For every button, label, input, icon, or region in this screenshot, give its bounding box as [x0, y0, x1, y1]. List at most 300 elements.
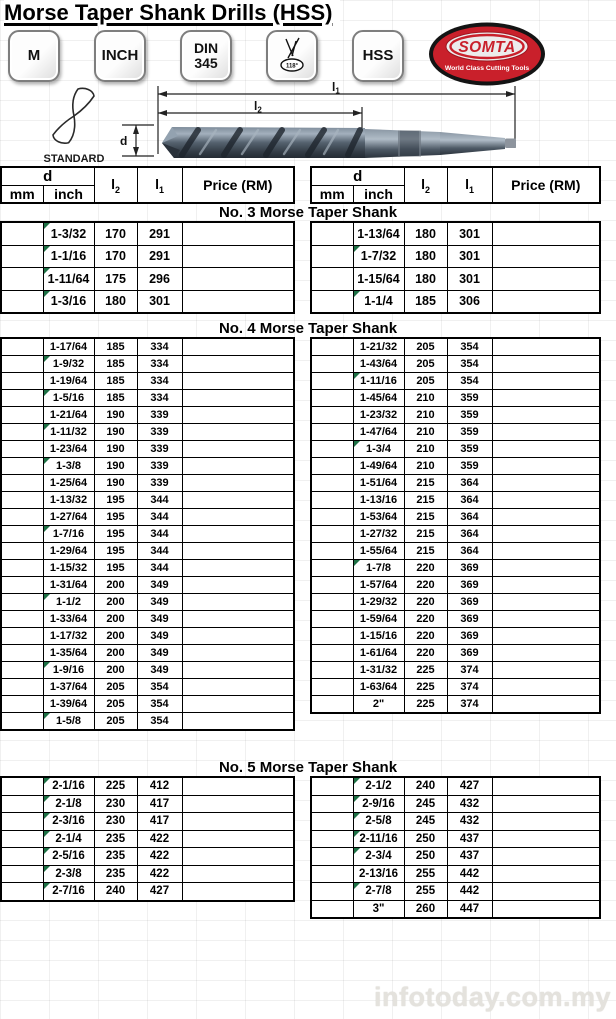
l2-cell: 190	[94, 441, 137, 458]
mm-cell	[311, 222, 353, 245]
l1-cell: 334	[137, 338, 182, 356]
inch-value: 1-35/64	[49, 647, 88, 659]
table-row	[311, 679, 600, 696]
text-flag-triangle-icon	[354, 848, 360, 854]
mm-cell	[311, 543, 353, 560]
price-cell	[492, 679, 600, 696]
inch-value: 1-9/16	[52, 664, 85, 676]
l1-cell: 344	[137, 526, 182, 543]
l1-cell: 344	[137, 560, 182, 577]
l1-cell: 354	[447, 338, 492, 356]
l2-cell: 215	[404, 475, 447, 492]
inch-value: 1-11/32	[50, 426, 87, 438]
logo-tagline: World Class Cutting Tools	[444, 65, 530, 72]
inch-cell	[353, 594, 404, 611]
l1-cell: 344	[137, 492, 182, 509]
dim-label-d: d	[120, 134, 128, 148]
inch-cell	[353, 795, 404, 813]
text-flag-triangle-icon	[44, 713, 50, 719]
inch-badge	[94, 30, 146, 82]
dim-sub: 1	[158, 184, 164, 195]
inch-cell	[43, 526, 94, 543]
l2-cell: 220	[404, 577, 447, 594]
l2-cell: 225	[404, 696, 447, 714]
text-flag-triangle-icon	[44, 291, 50, 297]
l1-cell: 354	[137, 713, 182, 731]
l2-cell: 215	[404, 543, 447, 560]
l2-cell: 245	[404, 795, 447, 813]
price-cell	[492, 577, 600, 594]
l1-cell: 369	[447, 628, 492, 645]
l2-cell: 205	[404, 338, 447, 356]
inch-cell	[43, 509, 94, 526]
inch-cell	[353, 577, 404, 594]
inch-cell	[353, 883, 404, 901]
inch-value: 1-3/4	[365, 443, 392, 455]
text-flag-triangle-icon	[44, 796, 50, 802]
price-cell	[492, 441, 600, 458]
table-row	[1, 560, 294, 577]
hss-badge	[352, 30, 404, 82]
mm-cell	[311, 356, 353, 373]
l2-cell: 175	[94, 268, 137, 291]
inch-value: 2-3/4	[365, 850, 392, 863]
hss-badge-label: HSS	[362, 47, 394, 65]
inch-cell	[353, 492, 404, 509]
inch-cell	[43, 865, 94, 883]
table-row	[311, 509, 600, 526]
table-row	[311, 356, 600, 373]
l1-cell: 349	[137, 611, 182, 628]
mm-cell	[1, 424, 43, 441]
header-price: Price (RM)	[492, 167, 600, 203]
l1-cell: 364	[447, 543, 492, 560]
inch-value: 1-17/64	[49, 341, 88, 353]
price-cell	[182, 543, 294, 560]
mm-cell	[1, 222, 43, 245]
inch-value: 1-11/16	[360, 375, 397, 387]
inch-value: 1-37/64	[49, 681, 88, 693]
l1-cell: 339	[137, 475, 182, 492]
l1-cell: 359	[447, 407, 492, 424]
inch-cell	[43, 245, 94, 268]
price-cell	[182, 830, 294, 848]
inch-value: 1-25/64	[49, 477, 88, 489]
l2-cell: 205	[404, 373, 447, 390]
table-row	[311, 441, 600, 458]
l1-cell: 432	[447, 795, 492, 813]
price-cell	[492, 390, 600, 407]
price-cell	[492, 865, 600, 883]
price-cell	[492, 848, 600, 866]
price-cell	[492, 645, 600, 662]
text-flag-triangle-icon	[44, 866, 50, 872]
inch-cell	[353, 777, 404, 795]
inch-value: 1-7/8	[365, 562, 392, 574]
l1-cell: 417	[137, 813, 182, 831]
inch-value: 1-21/32	[359, 341, 398, 353]
l1-cell: 364	[447, 509, 492, 526]
dim-label-l1: $l_1$	[332, 80, 340, 96]
inch-cell	[353, 813, 404, 831]
inch-value: 1-49/64	[359, 460, 398, 472]
table-row	[311, 883, 600, 901]
inch-cell	[43, 679, 94, 696]
inch-value: 1-3/16	[50, 294, 87, 309]
mm-cell	[311, 268, 353, 291]
text-flag-triangle-icon	[44, 831, 50, 837]
inch-value: 1-21/64	[49, 409, 88, 421]
price-cell	[492, 795, 600, 813]
table-row	[1, 594, 294, 611]
mm-cell	[1, 475, 43, 492]
mm-cell	[1, 526, 43, 543]
price-cell	[182, 713, 294, 731]
l2-cell: 235	[94, 830, 137, 848]
section-title: No. 5 Morse Taper Shank	[218, 759, 398, 776]
price-cell	[182, 777, 294, 795]
metric-badge	[8, 30, 60, 82]
l1-cell: 359	[447, 390, 492, 407]
l2-cell: 220	[404, 628, 447, 645]
l2-cell: 250	[404, 830, 447, 848]
l1-cell: 369	[447, 560, 492, 577]
l1-cell: 301	[447, 245, 492, 268]
text-flag-triangle-icon	[354, 373, 360, 379]
l2-cell: 230	[94, 813, 137, 831]
mm-cell	[311, 813, 353, 831]
mm-cell	[311, 492, 353, 509]
text-flag-triangle-icon	[44, 356, 50, 362]
l2-cell: 250	[404, 848, 447, 866]
mm-cell	[311, 373, 353, 390]
l2-cell: 210	[404, 458, 447, 475]
inch-cell	[353, 290, 404, 313]
table-row	[1, 662, 294, 679]
l2-cell: 170	[94, 222, 137, 245]
inch-value: 1-3/8	[55, 460, 82, 472]
mm-cell	[311, 696, 353, 714]
inch-cell	[353, 441, 404, 458]
header-l2	[404, 167, 447, 203]
l1-cell: 374	[447, 662, 492, 679]
l1-cell: 442	[447, 865, 492, 883]
drill-diagram	[110, 80, 616, 169]
table-row	[1, 356, 294, 373]
price-cell	[182, 290, 294, 313]
price-cell	[492, 830, 600, 848]
price-cell	[182, 356, 294, 373]
inch-value: 1-27/64	[49, 511, 88, 523]
inch-cell	[43, 390, 94, 407]
inch-cell	[43, 795, 94, 813]
l2-cell: 185	[404, 290, 447, 313]
table-row	[1, 407, 294, 424]
price-cell	[492, 813, 600, 831]
price-cell	[492, 543, 600, 560]
inch-cell	[353, 475, 404, 492]
l2-cell: 200	[94, 611, 137, 628]
inch-cell	[43, 407, 94, 424]
l1-cell: 359	[447, 424, 492, 441]
l2-cell: 205	[94, 696, 137, 713]
text-flag-triangle-icon	[44, 246, 50, 252]
inch-cell	[43, 560, 94, 577]
table-row	[1, 848, 294, 866]
inch-cell	[43, 577, 94, 594]
drill-size-table	[0, 776, 295, 902]
inch-value: 1-9/32	[52, 358, 85, 370]
inch-cell	[43, 645, 94, 662]
l2-cell: 230	[94, 795, 137, 813]
table-row	[1, 290, 294, 313]
l2-cell: 170	[94, 245, 137, 268]
text-flag-triangle-icon	[44, 526, 50, 532]
table-header-band	[0, 166, 616, 204]
inch-cell	[353, 662, 404, 679]
price-tables	[0, 166, 616, 919]
mm-cell	[1, 290, 43, 313]
inch-cell	[43, 475, 94, 492]
inch-cell	[43, 813, 94, 831]
table-row	[311, 611, 600, 628]
dim-sub: 1	[468, 184, 474, 195]
text-flag-triangle-icon	[44, 778, 50, 784]
header-l1	[137, 167, 182, 203]
price-cell	[182, 222, 294, 245]
l2-cell: 200	[94, 662, 137, 679]
l2-cell: 205	[94, 713, 137, 731]
l2-cell: 220	[404, 645, 447, 662]
drill-size-table	[0, 337, 295, 731]
table-row	[311, 373, 600, 390]
price-cell	[492, 268, 600, 291]
drill-bit-image	[162, 127, 516, 158]
table-row	[1, 577, 294, 594]
table-row	[311, 543, 600, 560]
l2-cell: 200	[94, 577, 137, 594]
table-row	[311, 338, 600, 356]
price-cell	[492, 290, 600, 313]
inch-value: 1-61/64	[359, 647, 398, 659]
l2-cell: 245	[404, 813, 447, 831]
price-cell	[492, 696, 600, 714]
text-flag-triangle-icon	[354, 246, 360, 252]
table-row	[1, 492, 294, 509]
price-cell	[492, 883, 600, 901]
table-row	[1, 628, 294, 645]
din-345-badge	[180, 30, 232, 82]
l2-cell: 195	[94, 509, 137, 526]
inch-cell	[43, 883, 94, 901]
mm-cell	[1, 848, 43, 866]
price-cell	[182, 865, 294, 883]
mm-cell	[311, 628, 353, 645]
price-cell	[182, 848, 294, 866]
price-cell	[182, 883, 294, 901]
mm-cell	[311, 848, 353, 866]
inch-value: 2-13/16	[358, 867, 398, 880]
table-row	[311, 390, 600, 407]
inch-value: 1-7/32	[360, 249, 397, 264]
mm-cell	[311, 475, 353, 492]
inch-cell	[353, 900, 404, 918]
price-cell	[182, 628, 294, 645]
l1-cell: 339	[137, 441, 182, 458]
l1-cell: 349	[137, 662, 182, 679]
dim-letter: l	[421, 175, 425, 192]
table-row	[311, 594, 600, 611]
price-cell	[492, 222, 600, 245]
l2-cell: 220	[404, 611, 447, 628]
price-cell	[182, 492, 294, 509]
header-mm: mm	[1, 186, 43, 204]
l2-cell: 210	[404, 390, 447, 407]
price-cell	[492, 356, 600, 373]
inch-cell	[353, 865, 404, 883]
drill-size-table	[310, 337, 601, 714]
dim-sub: 2	[424, 184, 430, 195]
table-row	[1, 679, 294, 696]
l1-cell: 422	[137, 865, 182, 883]
table-row	[1, 424, 294, 441]
l1-cell: 334	[137, 356, 182, 373]
table-row	[311, 475, 600, 492]
text-flag-triangle-icon	[354, 796, 360, 802]
inch-cell	[353, 848, 404, 866]
text-flag-triangle-icon	[354, 831, 360, 837]
mm-cell	[1, 543, 43, 560]
section-tables	[0, 221, 616, 314]
mm-cell	[311, 509, 353, 526]
l1-cell: 291	[137, 245, 182, 268]
mm-cell	[311, 407, 353, 424]
inch-value: 2-1/16	[52, 780, 85, 793]
l1-cell: 359	[447, 441, 492, 458]
table-row	[311, 458, 600, 475]
text-flag-triangle-icon	[354, 291, 360, 297]
inch-value: 2-1/8	[55, 797, 82, 810]
price-cell	[182, 390, 294, 407]
drill-point-icon	[275, 37, 309, 75]
inch-value: 1-23/32	[359, 409, 398, 421]
price-cell	[182, 611, 294, 628]
header-row-d	[311, 167, 600, 186]
inch-value: 1-29/32	[359, 596, 398, 608]
inch-cell	[43, 696, 94, 713]
price-cell	[182, 441, 294, 458]
mm-cell	[311, 441, 353, 458]
header-inch: inch	[43, 186, 94, 204]
l1-cell: 374	[447, 679, 492, 696]
table-row	[311, 830, 600, 848]
inch-value: 1-13/64	[357, 226, 400, 241]
inch-cell	[43, 424, 94, 441]
inch-value: 1-13/16	[359, 494, 398, 506]
table-row	[311, 424, 600, 441]
table-row	[1, 475, 294, 492]
inch-value: 1-55/64	[359, 545, 398, 557]
inch-cell	[43, 356, 94, 373]
inch-cell	[43, 830, 94, 848]
inch-value: 1-33/64	[49, 613, 88, 625]
header-row-d	[1, 167, 294, 186]
table-row	[1, 222, 294, 245]
inch-value: 1-57/64	[359, 579, 398, 591]
l1-cell: 344	[137, 543, 182, 560]
text-flag-triangle-icon	[354, 441, 360, 447]
price-cell	[492, 611, 600, 628]
section-tables	[0, 337, 616, 731]
mm-cell	[311, 662, 353, 679]
price-cell	[492, 492, 600, 509]
mm-cell	[311, 883, 353, 901]
inch-cell	[353, 645, 404, 662]
mm-cell	[1, 492, 43, 509]
l2-cell: 195	[94, 543, 137, 560]
price-cell	[182, 645, 294, 662]
inch-cell	[43, 777, 94, 795]
price-cell	[182, 577, 294, 594]
header-l1	[447, 167, 492, 203]
text-flag-triangle-icon	[44, 223, 50, 229]
inch-value: 1-5/16	[52, 392, 85, 404]
l1-cell: 354	[137, 679, 182, 696]
table-row	[311, 696, 600, 714]
inch-cell	[43, 713, 94, 731]
table-row	[1, 865, 294, 883]
dim-letter: l	[465, 175, 469, 192]
price-cell	[182, 526, 294, 543]
l1-cell: 369	[447, 594, 492, 611]
table-row	[1, 777, 294, 795]
l2-cell: 190	[94, 407, 137, 424]
watermark: infotoday.com.my	[373, 982, 611, 1012]
l1-cell: 359	[447, 458, 492, 475]
mm-cell	[311, 830, 353, 848]
l2-cell: 190	[94, 424, 137, 441]
l1-cell: 442	[447, 883, 492, 901]
price-cell	[182, 373, 294, 390]
l1-cell: 344	[137, 509, 182, 526]
l2-cell: 255	[404, 865, 447, 883]
mm-cell	[1, 245, 43, 268]
table-row	[311, 848, 600, 866]
table-row	[1, 883, 294, 901]
text-flag-triangle-icon	[44, 848, 50, 854]
l2-cell: 180	[404, 245, 447, 268]
mm-cell	[1, 795, 43, 813]
mm-cell	[311, 777, 353, 795]
inch-cell	[353, 407, 404, 424]
l2-cell: 225	[404, 662, 447, 679]
inch-value: 1-39/64	[49, 698, 88, 710]
inch-cell	[43, 543, 94, 560]
l1-cell: 354	[137, 696, 182, 713]
price-cell	[182, 813, 294, 831]
l1-cell: 354	[447, 373, 492, 390]
l1-cell: 447	[447, 900, 492, 918]
l1-cell: 432	[447, 813, 492, 831]
l1-cell: 437	[447, 830, 492, 848]
dim-sub: 2	[114, 184, 120, 195]
mm-cell	[311, 458, 353, 475]
mm-cell	[311, 338, 353, 356]
point-angle-label: 118°	[285, 63, 299, 70]
mm-cell	[1, 662, 43, 679]
text-flag-triangle-icon	[354, 883, 360, 889]
page-title: Morse Taper Shank Drills (HSS)	[4, 0, 340, 26]
